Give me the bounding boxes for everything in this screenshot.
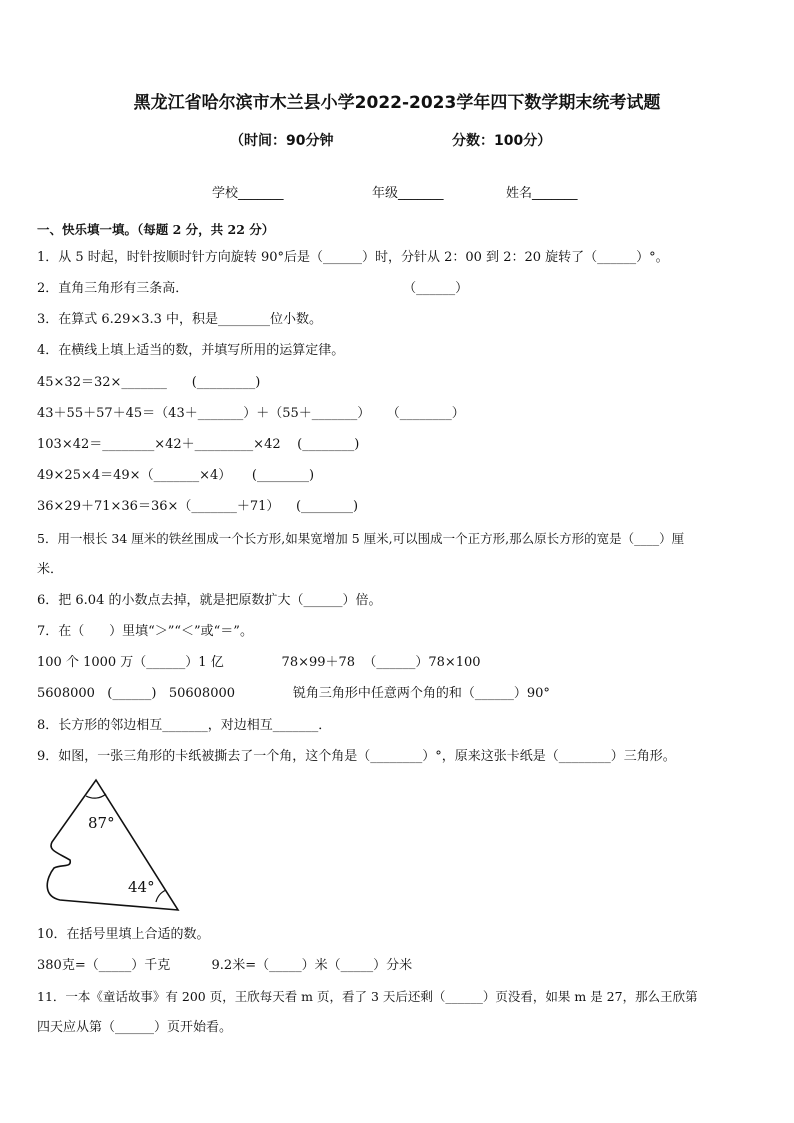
top-angle-label: 87° — [88, 814, 115, 832]
question-8: 8．长方形的邻边相互_______，对边相互_______． — [37, 718, 332, 733]
triangle-outline — [47, 780, 178, 910]
top-angle-arc — [86, 794, 106, 798]
question-10-a: 380克=（_____）千克 9.2米=（_____）米（_____）分米 — [37, 958, 413, 973]
question-7-a: 100 个 1000 万（______）1 亿 78×99＋78 （______）78×100 — [37, 655, 481, 670]
bottom-angle-arc — [156, 890, 166, 902]
question-4-c: 103×42＝________×42＋_________×42 (________) — [37, 437, 360, 452]
question-10: 10．在括号里填上合适的数。 — [37, 927, 210, 942]
question-7-b: 5608000 (______) 50608000 锐角三角形中任意两个角的和（______）90° — [37, 686, 550, 701]
name-field: 姓名_______ — [506, 186, 578, 201]
grade-field: 年级_______ — [372, 186, 444, 201]
question-5-cont: 米． — [37, 562, 64, 577]
bottom-angle-label: 44° — [128, 878, 155, 896]
question-9: 9．如图，一张三角形的卡纸被撕去了一个角，这个角是（________）°，原来这张卡纸是（________）三角形。 — [37, 749, 676, 764]
question-4-b: 43＋55＋57＋45＝（43＋_______）＋（55＋_______） （________） — [37, 406, 465, 421]
question-2: 2．直角三角形有三条高． （______） — [37, 281, 469, 296]
question-1: 1．从 5 时起，时针按顺时针方向旋转 90°后是（______）时，分针从 2：00 到 2：20 旋转了（______）°。 — [37, 250, 669, 265]
exam-score: 分数：100分） — [452, 133, 552, 149]
question-4-a: 45×32＝32×_______ (_________) — [37, 375, 261, 390]
school-field: 学校_______ — [212, 186, 284, 201]
question-4: 4．在横线上填上适当的数，并填写所用的运算定律。 — [37, 343, 345, 358]
question-3: 3．在算式 6.29×3.3 中，积是________位小数。 — [37, 312, 323, 327]
question-4-d: 49×25×4＝49×（_______×4） (________) — [37, 468, 315, 483]
torn-triangle-figure — [36, 776, 196, 916]
question-6: 6．把 6.04 的小数点去掉，就是把原数扩大（______）倍。 — [37, 593, 382, 608]
section-heading: 一、快乐填一填。（每题 2 分，共 22 分） — [37, 222, 275, 237]
question-7: 7．在（ ）里填“＞”“＜”或“＝”。 — [37, 624, 253, 639]
page-title: 黑龙江省哈尔滨市木兰县小学2022-2023学年四下数学期末统考试题 — [133, 93, 661, 113]
exam-time: （时间：90分钟 — [230, 133, 334, 149]
question-4-e: 36×29＋71×36＝36×（_______＋71） (________) — [37, 499, 359, 514]
question-11-cont: 四天应从第（______）页开始看。 — [37, 1020, 233, 1035]
question-11: 11．一本《童话故事》有 200 页，王欣每天看 m 页，看了 3 天后还剩（______）页没看，如果 m 是 27，那么王欣第 — [37, 989, 698, 1004]
question-5: 5．用一根长 34 厘米的铁丝围成一个长方形,如果宽增加 5 厘米,可以围成一个正方形,那么原长方形的宽是（____）厘 — [37, 531, 685, 546]
